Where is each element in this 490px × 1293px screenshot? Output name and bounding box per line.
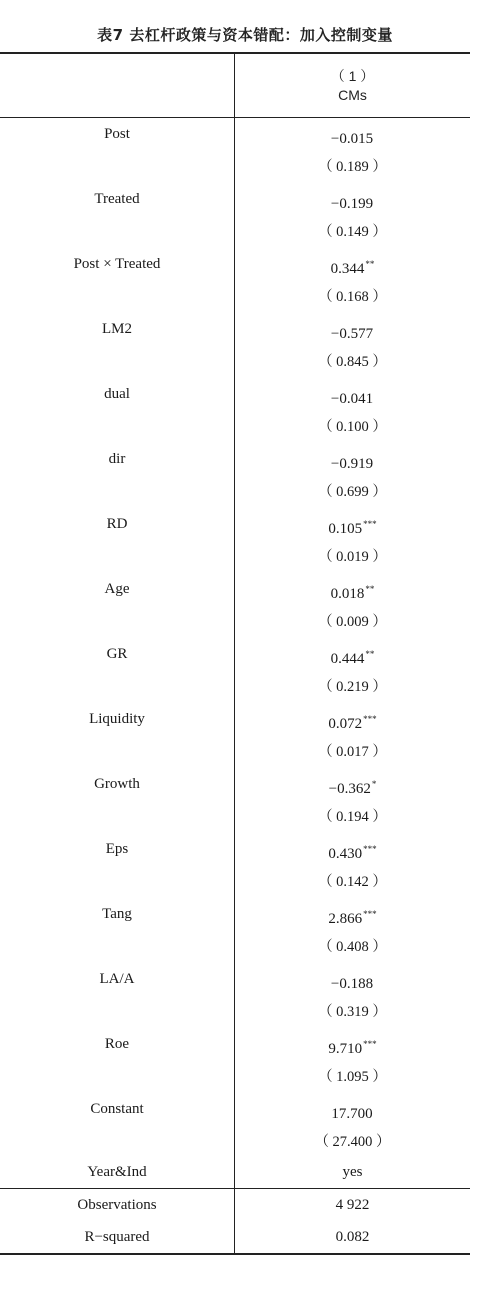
std-error-treated: （ 0.149 ） xyxy=(318,224,387,240)
row-label-dir: dir xyxy=(108,451,126,467)
row-label-age: Age xyxy=(104,581,130,597)
coefficient-value: −0.577 xyxy=(330,326,374,342)
std-error-post-treated: （ 0.168 ） xyxy=(318,289,387,305)
std-error-growth: （ 0.194 ） xyxy=(318,809,387,825)
top-rule xyxy=(0,52,470,54)
coefficient-eps xyxy=(235,839,470,862)
std-error-lm2: （ 0.845 ） xyxy=(318,354,387,370)
coefficient-value: 0.344 xyxy=(330,261,365,277)
row-label-rd: RD xyxy=(106,516,128,532)
coefficient-value: 17.700 xyxy=(331,1106,373,1122)
coefficient-lm2 xyxy=(235,319,470,342)
std-error-tang: （ 0.408 ） xyxy=(318,939,387,955)
coefficient-value: 0.105 xyxy=(328,521,363,537)
row-label-la-a: LA/A xyxy=(99,971,135,987)
significance-stars: *** xyxy=(363,714,377,724)
coefficient-dir xyxy=(235,449,470,472)
significance-stars: *** xyxy=(363,519,377,529)
coefficient-value: −0.919 xyxy=(330,456,374,472)
coefficient-dual xyxy=(235,384,470,407)
row-label-dual: dual xyxy=(104,386,130,402)
coefficient-gr xyxy=(235,644,470,667)
observations-value: 4 922 xyxy=(335,1197,370,1213)
row-label-roe: Roe xyxy=(104,1036,130,1052)
significance-stars: *** xyxy=(363,1039,377,1049)
header-rule xyxy=(0,117,470,118)
coefficient-post-treated xyxy=(235,254,470,277)
coefficient-value: 2.866 xyxy=(328,911,363,927)
std-error-gr: （ 0.219 ） xyxy=(318,679,387,695)
row-label-constant: Constant xyxy=(90,1101,144,1117)
coefficient-value: −0.041 xyxy=(330,391,374,407)
coefficient-rd xyxy=(235,514,470,537)
coefficient-value: 0.018 xyxy=(330,586,365,602)
row-label-liquidity: Liquidity xyxy=(89,711,145,727)
std-error-liquidity: （ 0.017 ） xyxy=(318,744,387,760)
row-label-post: Post xyxy=(104,126,130,142)
coefficient-tang xyxy=(235,904,470,927)
coefficient-value: −0.362 xyxy=(328,781,371,797)
coefficient-post xyxy=(235,124,470,147)
coefficient-value: 0.072 xyxy=(328,716,363,732)
table-title: 表7 去杠杆政策与资本错配：加入控制变量 xyxy=(97,26,393,44)
coefficient-growth xyxy=(235,774,470,797)
significance-stars: ** xyxy=(365,584,375,594)
significance-stars: ** xyxy=(365,649,375,659)
std-error-constant: （ 27.400 ） xyxy=(314,1134,391,1150)
significance-stars: *** xyxy=(363,844,377,854)
row-label-lm2: LM2 xyxy=(102,321,132,337)
std-error-la-a: （ 0.319 ） xyxy=(318,1004,387,1020)
coefficient-liquidity xyxy=(235,709,470,732)
row-label-post-treated: Post × Treated xyxy=(73,256,161,272)
row-label-treated: Treated xyxy=(94,191,140,207)
row-label-gr: GR xyxy=(106,646,128,662)
coefficient-value: 0.444 xyxy=(330,651,365,667)
r-squared-label: R−squared xyxy=(84,1229,150,1245)
column-number: （ 1 ） xyxy=(330,68,375,84)
coefficient-value: −0.015 xyxy=(330,131,374,147)
coefficient-treated xyxy=(235,189,470,212)
coefficient-age xyxy=(235,579,470,602)
coefficient-value: −0.199 xyxy=(330,196,374,212)
std-error-dual: （ 0.100 ） xyxy=(318,419,387,435)
row-label-eps: Eps xyxy=(105,841,129,857)
coefficient-value: 0.430 xyxy=(328,846,363,862)
coefficient-value: −0.188 xyxy=(330,976,374,992)
significance-stars: ** xyxy=(365,259,375,269)
significance-stars: *** xyxy=(363,909,377,919)
std-error-post: （ 0.189 ） xyxy=(318,159,387,175)
std-error-roe: （ 1.095 ） xyxy=(318,1069,387,1085)
std-error-dir: （ 0.699 ） xyxy=(318,484,387,500)
fixed-effects-value: yes xyxy=(342,1164,363,1180)
coefficient-roe xyxy=(235,1034,470,1057)
bottom-rule xyxy=(0,1253,470,1255)
std-error-age: （ 0.009 ） xyxy=(318,614,387,630)
coefficient-value: 9.710 xyxy=(328,1041,363,1057)
std-error-rd: （ 0.019 ） xyxy=(318,549,387,565)
coefficient-la-a xyxy=(235,969,470,992)
column-name: CMs xyxy=(338,87,367,103)
row-label-growth: Growth xyxy=(94,776,140,792)
coefficient-constant xyxy=(235,1099,470,1122)
observations-label: Observations xyxy=(77,1197,157,1213)
row-label-tang: Tang xyxy=(102,906,132,922)
r-squared-value: 0.082 xyxy=(335,1229,370,1245)
observations-rule xyxy=(0,1188,470,1189)
std-error-eps: （ 0.142 ） xyxy=(318,874,387,890)
fixed-effects-label: Year&Ind xyxy=(87,1164,147,1180)
significance-stars: * xyxy=(371,779,377,789)
